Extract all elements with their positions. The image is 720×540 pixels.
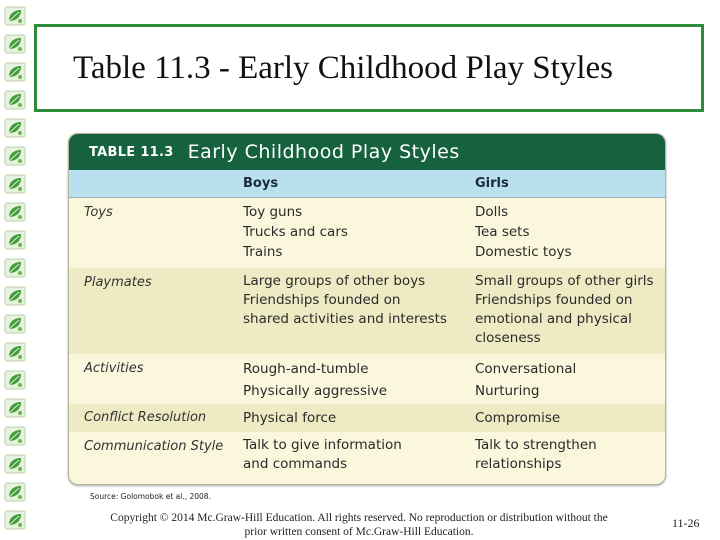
leaf-tile-icon bbox=[4, 342, 26, 362]
copyright-line: Copyright © 2014 Mc.Graw-Hill Education. All rights reserved. No reproduction or distribution without the bbox=[110, 512, 608, 524]
leaf-tile-icon bbox=[4, 426, 26, 446]
leaf-tile-icon bbox=[4, 146, 26, 166]
leaf-tile-icon bbox=[4, 314, 26, 334]
leaf-tile-icon bbox=[4, 174, 26, 194]
table-source-note: Source: Golomobok et al., 2008. bbox=[90, 492, 211, 501]
cell-text: relationships bbox=[475, 456, 562, 472]
table-row bbox=[69, 404, 665, 432]
copyright-line: prior written consent of Mc.Graw-Hill Education. bbox=[244, 526, 474, 538]
row-category: Toys bbox=[84, 205, 113, 220]
cell-text: Nurturing bbox=[475, 383, 540, 399]
title-box bbox=[34, 24, 704, 112]
column-header-boys: Boys bbox=[243, 176, 279, 191]
leaf-tile-icon bbox=[4, 6, 26, 26]
table-header-bar bbox=[69, 134, 665, 170]
decorative-left-border bbox=[0, 0, 30, 540]
row-category: Activities bbox=[84, 361, 144, 376]
leaf-tile-icon bbox=[4, 62, 26, 82]
table-number: TABLE 11.3 bbox=[89, 144, 174, 160]
copyright-notice bbox=[96, 511, 622, 539]
cell-text: Friendships founded on bbox=[243, 292, 401, 308]
cell-text: Tea sets bbox=[475, 224, 530, 240]
leaf-tile-icon bbox=[4, 482, 26, 502]
cell-text: Physically aggressive bbox=[243, 383, 388, 399]
leaf-tile-icon bbox=[4, 510, 26, 530]
cell-text: Conversational bbox=[475, 361, 577, 377]
leaf-tile-icon bbox=[4, 202, 26, 222]
row-category: Conflict Resolution bbox=[84, 410, 207, 425]
cell-text: Rough-and-tumble bbox=[243, 361, 369, 377]
cell-text: shared activities and interests bbox=[243, 311, 447, 327]
leaf-tile-icon bbox=[4, 286, 26, 306]
cell-text: and commands bbox=[243, 456, 348, 472]
cell-text: Large groups of other boys bbox=[243, 273, 426, 289]
table-row bbox=[69, 268, 665, 354]
column-header-row bbox=[69, 170, 665, 198]
leaf-tile-icon bbox=[4, 230, 26, 250]
table-row bbox=[69, 354, 665, 404]
cell-text: Toy guns bbox=[243, 204, 303, 220]
row-category: Communication Style bbox=[84, 439, 224, 454]
cell-text: Friendships founded on bbox=[475, 292, 633, 308]
table-row bbox=[69, 198, 665, 268]
cell-text: Talk to strengthen bbox=[475, 437, 597, 453]
leaf-tile-icon bbox=[4, 118, 26, 138]
row-category: Playmates bbox=[84, 275, 152, 290]
leaf-tile-icon bbox=[4, 370, 26, 390]
table-row bbox=[69, 432, 665, 485]
slide-title: Table 11.3 - Early Childhood Play Styles bbox=[73, 49, 613, 86]
cell-text: emotional and physical bbox=[475, 311, 632, 327]
table-title: Early Childhood Play Styles bbox=[187, 141, 460, 163]
cell-text: Talk to give information bbox=[243, 437, 402, 453]
slide-number: 11-26 bbox=[672, 516, 700, 530]
cell-text: Compromise bbox=[475, 410, 561, 426]
cell-text: closeness bbox=[475, 330, 541, 346]
cell-text: Small groups of other girls bbox=[475, 273, 654, 289]
leaf-tile-icon bbox=[4, 398, 26, 418]
cell-text: Physical force bbox=[243, 410, 337, 426]
cell-text: Trucks and cars bbox=[243, 224, 348, 240]
play-styles-table bbox=[68, 133, 666, 485]
cell-text: Trains bbox=[243, 244, 283, 260]
cell-text: Dolls bbox=[475, 204, 509, 220]
leaf-tile-icon bbox=[4, 454, 26, 474]
leaf-tile-icon bbox=[4, 34, 26, 54]
cell-text: Domestic toys bbox=[475, 244, 572, 260]
leaf-tile-icon bbox=[4, 90, 26, 110]
column-header-girls: Girls bbox=[475, 176, 509, 191]
leaf-tile-icon bbox=[4, 258, 26, 278]
